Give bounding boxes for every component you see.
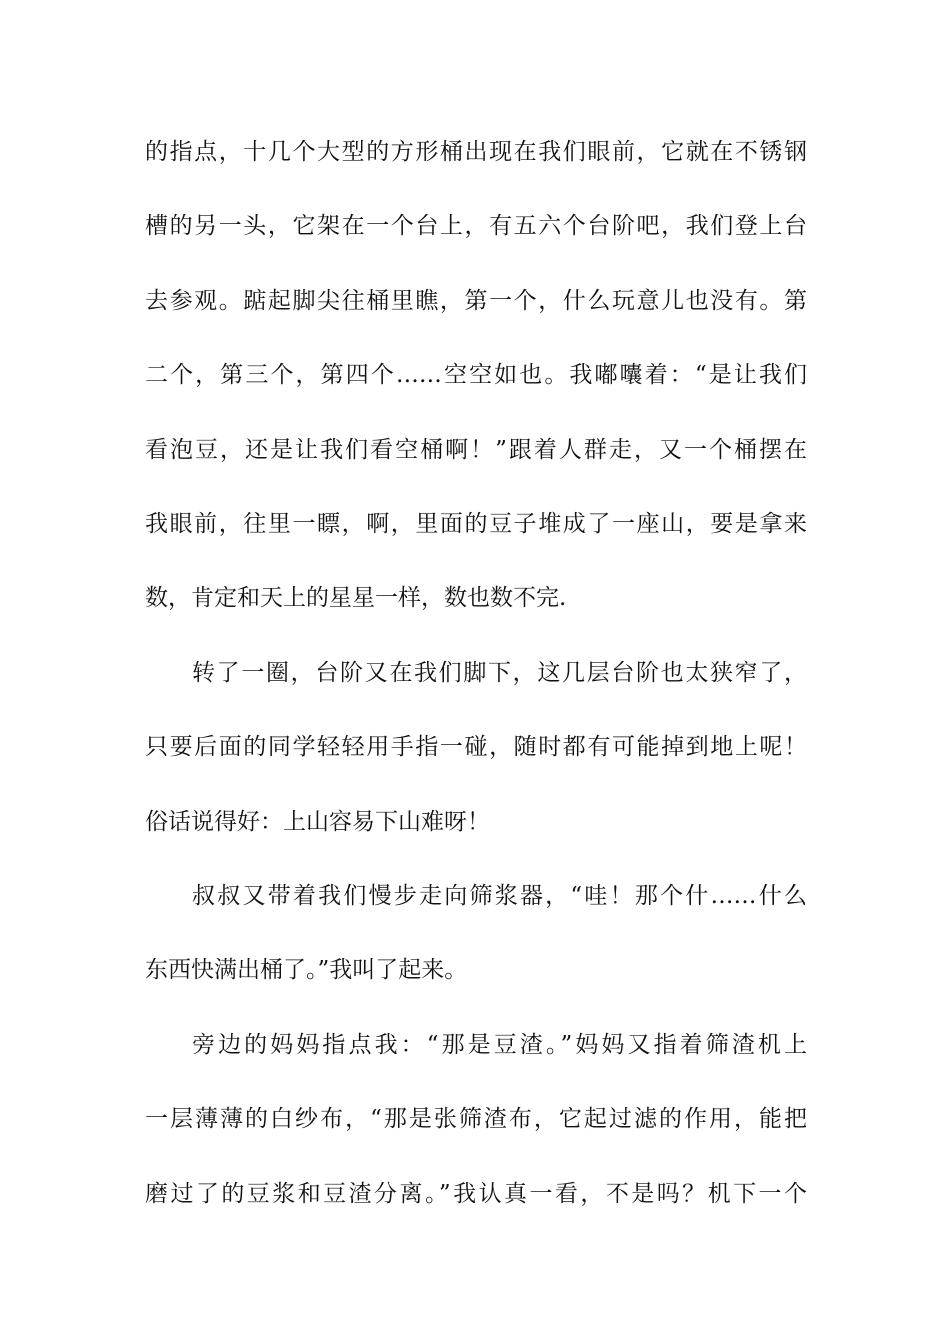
text-line: 磨过了的豆浆和豆渣分离。”我认真一看，不是吗？机下一个: [145, 1181, 807, 1207]
text-line: 东西快满出桶了。”我叫了起来。: [145, 957, 468, 983]
text-line: 我眼前，往里一瞟，啊，里面的豆子堆成了一座山，要是拿来: [145, 511, 807, 537]
text-line: 俗话说得好：上山容易下山难呀！: [145, 809, 490, 835]
text-line: 槽的另一头，它架在一个台上，有五六个台阶吧，我们登上台: [145, 213, 807, 239]
text-line: 二个，第三个，第四个……空空如也。我嘟囔着：“是让我们: [145, 362, 807, 388]
text-line: 的指点，十几个大型的方形桶出现在我们眼前，它就在不锈钢: [145, 139, 807, 165]
text-line: 数，肯定和天上的星星一样，数也数不完.: [145, 585, 567, 611]
text-line: 看泡豆，还是让我们看空桶啊！”跟着人群走，又一个桶摆在: [145, 437, 807, 463]
paragraph-first-line: 叔叔又带着我们慢步走向筛浆器，“哇！那个什……什么: [192, 883, 807, 909]
text-line: 一层薄薄的白纱布，“那是张筛渣布，它起过滤的作用，能把: [145, 1106, 807, 1132]
paragraph-first-line: 旁边的妈妈指点我：“那是豆渣。”妈妈又指着筛渣机上: [192, 1032, 807, 1058]
text-line: 去参观。踮起脚尖往桶里瞧，第一个，什么玩意儿也没有。第: [145, 288, 807, 314]
paragraph-first-line: 转了一圈，台阶又在我们脚下，这几层台阶也太狭窄了，: [192, 660, 807, 686]
text-line: 只要后面的同学轻轻用手指一碰，随时都有可能掉到地上呢！: [145, 734, 807, 760]
